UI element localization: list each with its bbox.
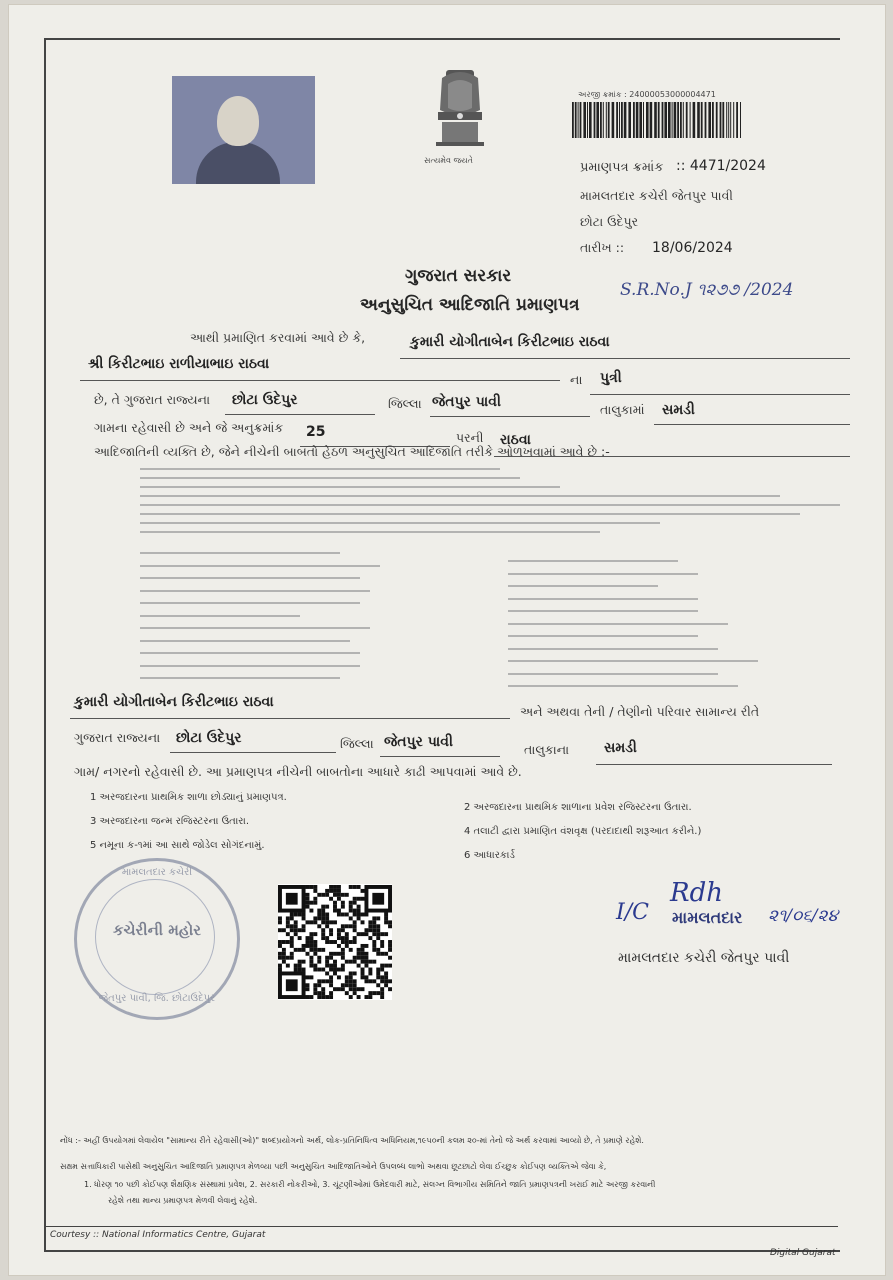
- district: છોટા ઉદેપુર: [232, 392, 298, 408]
- govt-title: ગુજરાત સરકાર: [405, 266, 512, 286]
- doc-item: 2 અરજદારના પ્રાથમિક શાળાના પ્રવેશ રજિસ્ટરના ઉતારા.: [464, 802, 692, 813]
- tribe-line: આદિજાતિની વ્યક્તિ છે, જેને નીચેની બાબતો હેઠળ અનુસુચિત આદિજાતિ તરીકે ઓળખવામાં આવે છે :-: [94, 444, 610, 459]
- district-label-2: જિલ્લા: [340, 736, 374, 751]
- village-2: સમડી: [604, 740, 637, 756]
- state-emblem-icon: [420, 64, 500, 164]
- taluka-label: તાલુકામાં: [600, 402, 645, 417]
- cert-number: :: 4471/2024: [676, 158, 766, 174]
- district-2: છોટા ઉદેપુર: [176, 730, 242, 746]
- doc-item: 1 અરજદારના પ્રાથમિક શાળા છોડ્યાનું પ્રમાણપત્ર.: [90, 792, 287, 803]
- na-label: ના: [570, 372, 583, 387]
- date-label: તારીખ ::: [580, 240, 625, 255]
- parni-label: પરની: [456, 430, 484, 445]
- doc-item: 4 તલાટી દ્વારા પ્રમાણિત વંશવૃક્ષ (પરદાદાથી શરૂઆત કરીને.): [464, 826, 702, 837]
- taluka-label-2: તાલુકાના: [524, 742, 570, 757]
- basis-line: ગામ/ નગરનો રહેવાસી છે. આ પ્રમાણપત્ર નીચેની બાબતોના આધારે કાઢી આપવામાં આવે છે.: [74, 764, 522, 779]
- serial-number: 25: [306, 424, 326, 440]
- doc-item: 3 અરજદારના જન્મ રજિસ્ટરના ઉતારા.: [90, 816, 250, 827]
- footer-note-2: સક્ષમ સત્તાધિકારી પાસેથી અનુસુચિત આદિજાતિ પ્રમાણપત્ર મેળવ્યા પછી અનુસુચિત આદિજાતિઓને ઉપલબ્ધ લાભો અથવા છૂટછાટો લેવા ઈચ્છુક કોઈપણ વ્યક્તિએ જેવા કે,: [60, 1162, 607, 1171]
- sr-number: S.R.No.J ૧૨૭૭ /2024: [620, 280, 794, 300]
- barcode: [570, 102, 746, 138]
- father-name: શ્રી કિરીટભાઇ રાળીયાભાઇ રાઠવા: [88, 356, 270, 372]
- doc-item: 5 નમૂના ક-૧માં આ સાથે જોડેલ સોગંદનામું.: [90, 840, 265, 851]
- signatory-office: મામલતદાર કચેરી જેતપુર પાવી: [618, 950, 790, 966]
- relation: પુત્રી: [600, 370, 622, 386]
- state-prefix: છે, તે ગુજરાત રાજ્યના: [94, 392, 211, 407]
- signature-scribble: Rdh: [670, 878, 723, 908]
- office-name: મામલતદાર કચેરી જેતપુર પાવી: [580, 188, 733, 203]
- issue-date: 18/06/2024: [652, 240, 733, 256]
- footer-note-1: નોંધ :- અહીં ઉપયોગમાં લેવાયેલ "સામાન્ય રીતે રહેવાસી(ઓ)" શબ્દપ્રયોગનો અર્થ, લોક-પ્રતિનિધિત્વ અધિનિયમ,૧૯૫૦ની કલમ ૨૦-માં તેનો જે અર્થ કરવામાં આવ્યો છે, તે પ્રમાણે રહેશે.: [60, 1136, 644, 1145]
- cert-no-label: પ્રમાણપત્ર ક્રમાંક: [580, 160, 664, 175]
- certificate-title: અનુસુચિત આદિજાતિ પ્રમાણપત્ર: [360, 295, 580, 315]
- resident-text: ગામના રહેવાસી છે અને જે અનુક્રમાંક: [94, 420, 284, 435]
- intro-text: આથી પ્રમાણિત કરવામાં આવે છે કે,: [190, 330, 366, 345]
- tribe-name: રાઠવા: [500, 432, 531, 448]
- taluka-2: જેતપુર પાવી: [384, 734, 453, 750]
- applicant-photo: [172, 76, 315, 184]
- village: સમડી: [662, 402, 695, 418]
- taluka: જેતપુર પાવી: [432, 394, 501, 410]
- footer-note-3: 1. ધોરણ ૧૦ પછી કોઈપણ શૈક્ષણિક સંસ્થામાં પ્રવેશ, 2. સરકારી નોકરીઓ, 3. ચૂંટણીઓમાં ઉમેદવારી માટે, સંલગ્ન વિભાગીય સમિતિને જાતિ પ્રમાણપત્રની ખરાઈ માટે અરજી કરવાની: [84, 1180, 656, 1189]
- courtesy-text: Courtesy :: National Informatics Centre, Gujarat: [50, 1230, 266, 1240]
- qr-code: [278, 884, 392, 1000]
- signature-initials: I/C: [616, 900, 649, 925]
- applicant-name: કુમારી યોગીતાબેન કિરીટભાઇ રાઠવા: [410, 334, 610, 350]
- state-label-2: ગુજરાત રાજ્યના: [74, 730, 161, 745]
- family-line: અને અથવા તેની / તેણીનો પરિવાર સામાન્ય રીતે: [520, 704, 760, 719]
- signature-date: ૨૧/૦૬/૨૪: [768, 906, 839, 926]
- emblem-motto: સત્યમેવ જયતે: [424, 156, 473, 165]
- doc-item: 6 આધારકાર્ડ: [464, 850, 515, 861]
- signatory-title: મામલતદાર: [672, 908, 743, 927]
- application-number: અરજી ક્રમાંક : 24000053000004471: [578, 90, 716, 99]
- footer-note-4: રહેશે તથા માન્ય પ્રમાણપત્ર મેળવી લેવાનું રહેશે.: [108, 1196, 258, 1205]
- digital-gujarat-brand: Digital Gujarat: [770, 1248, 836, 1258]
- district-label: જિલ્લા: [388, 396, 422, 411]
- applicant-name-2: કુમારી યોગીતાબેન કિરીટભાઇ રાઠવા: [74, 694, 274, 710]
- office-district: છોટા ઉદેપુર: [580, 214, 639, 229]
- office-seal: મામલતદાર કચેરી કચેરીની મહોર જેતપુર પાવી, જિ. છોટાઉદેપુર: [74, 858, 240, 1020]
- certificate-frame: [44, 38, 840, 1252]
